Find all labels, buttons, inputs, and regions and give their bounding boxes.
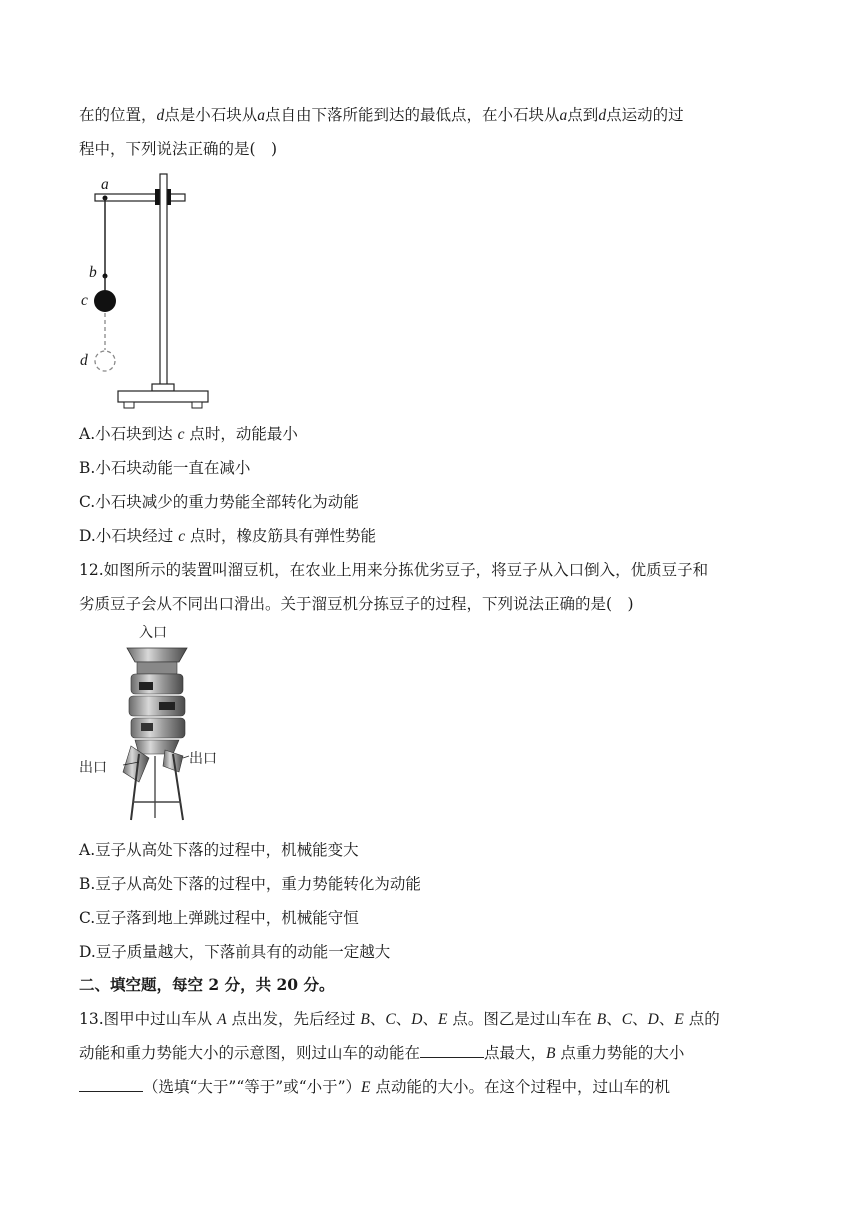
- q12-stem-line-2: 劣质豆子会从不同出口滑出。关于溜豆机分拣豆子的过程，下列说法正确的是( ): [79, 595, 634, 613]
- q12-label-inlet: 入口: [139, 625, 167, 641]
- q11-stand-figure: [89, 172, 239, 412]
- q12-option-c: C.豆子落到地上弹跳过程中，机械能守恒: [79, 909, 359, 927]
- q11-label-c: c: [81, 292, 88, 309]
- q13-answer-blank-2[interactable]: [79, 1077, 143, 1092]
- q12-label-outlet-right: 出口: [189, 751, 217, 767]
- q12-label-outlet-left: 出口: [79, 760, 107, 776]
- section-heading: 二、填空题，每空 2 分，共 20 分。: [79, 975, 335, 994]
- q13-stem-line-2: 动能和重力势能大小的示意图，则过山车的动能在 点最大，B 点重力势能的大小: [79, 1044, 685, 1062]
- q13-answer-blank-1[interactable]: [420, 1043, 484, 1058]
- q13-stem-line-1: 13.图甲中过山车从 A 点出发，先后经过 B、C、D、E 点。图乙是过山车在 B、C、D、E 点的: [79, 1010, 720, 1028]
- q11-option-d: D.小石块经过 c 点时，橡皮筋具有弹性势能: [79, 527, 377, 545]
- q12-sorter-photo: [79, 622, 229, 822]
- q11-option-a: A.小石块到达 c 点时，动能最小: [79, 425, 298, 443]
- q11-stem-line-2: 程中，下列说法正确的是( ): [79, 140, 278, 158]
- q11-stem-line-1: 在的位置，d点是小石块从a点自由下落所能到达的最低点，在小石块从a点到d点运动的过: [79, 106, 684, 124]
- q12-option-b: B.豆子从高处下落的过程中，重力势能转化为动能: [79, 875, 421, 893]
- q12-option-d: D.豆子质量越大，下落前具有的动能一定越大: [79, 943, 391, 961]
- q12-option-a: A.豆子从高处下落的过程中，机械能变大: [79, 841, 359, 859]
- q12-stem-line-1: 12.如图所示的装置叫溜豆机，在农业上用来分拣优劣豆子，将豆子从入口倒入，优质豆子和: [79, 561, 709, 579]
- q11-label-d: d: [80, 352, 88, 369]
- q11-option-b: B.小石块动能一直在减小: [79, 459, 251, 477]
- q11-label-a: a: [101, 176, 109, 193]
- q13-stem-line-3: （选填“大于”“等于”或“小于”）E 点动能的大小。在这个过程中，过山车的机: [79, 1076, 670, 1099]
- q11-label-b: b: [89, 264, 97, 281]
- q11-option-c: C.小石块减少的重力势能全部转化为动能: [79, 493, 359, 511]
